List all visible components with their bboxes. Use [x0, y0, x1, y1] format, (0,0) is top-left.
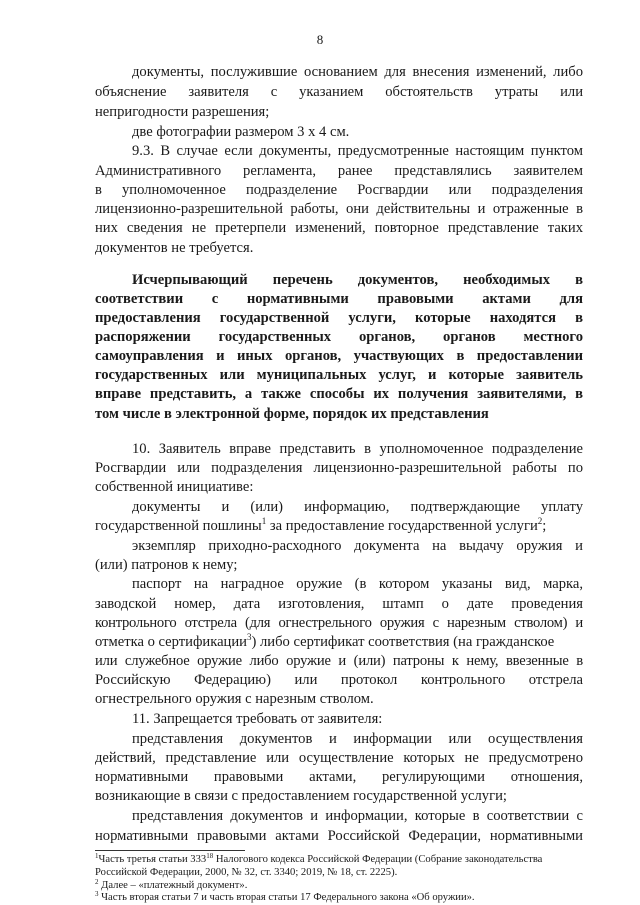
footnote-1: $^1$Часть третья статьи $333^{18}$ Налогового кодекса Российской Федерации (Собрание законодательства [95, 852, 543, 865]
text-line: возникающие в связи с предоставлением государственной услуги; [95, 788, 507, 804]
text-line: экземпляр приходно-расходного документа на выдачу оружия и [132, 538, 583, 554]
text-line: документы и (или) информацию, подтверждающие уплату [132, 499, 583, 515]
text-line: контрольного отстрела (для огнестрельного оружия с нарезным стволом) и [95, 615, 583, 631]
text-line: Административного регламента, ранее представлялись заявителем [95, 163, 583, 179]
text-line: 11. Запрещается требовать от заявителя: [132, 711, 383, 727]
heading-line: соответствии с нормативными правовыми актами для [95, 291, 583, 307]
text-line: них сведения не претерпели изменений, повторное представление таких [95, 220, 583, 236]
heading-line: вправе представить, а также способы их получения заявителями, в [95, 386, 583, 402]
footnote-1-continuation: Российской Федерации, 2000, № 32, ст. 3340; 2019, № 18, ст. 2225). [95, 867, 398, 878]
text-line: или служебное оружие либо оружие и (или) патроны к нему, ввезенные в [95, 653, 583, 669]
text-line: собственной инициативе: [95, 479, 254, 495]
footnote-mark: 2 [537, 516, 543, 526]
text-line: Российскую Федерацию) или протокол контрольного отстрела [95, 672, 583, 688]
footnote-3: $^3$ Часть вторая статьи 7 и часть вторая статьи 17 Федерального закона «Об оружии». [95, 890, 475, 903]
text-line: действий, представление или осуществление которых не предусмотрено [95, 750, 583, 766]
text-line: документов не требуется. [95, 240, 254, 256]
heading-line: предоставления государственной услуги, которые находятся в [95, 310, 583, 326]
heading-line: государственных или муниципальных услуг, и которые заявитель [95, 367, 583, 383]
text-line: непригодности разрешения; [95, 104, 270, 120]
text-line: отметка о сертификации$^3$) либо сертификат соответствия (на гражданское [95, 632, 555, 650]
text-line: огнестрельного оружия с нарезным стволом. [95, 691, 374, 707]
text-line: нормативными правовыми актами Российской Федерации, нормативными [95, 828, 583, 844]
heading-line: Исчерпывающий перечень документов, необходимых в [132, 272, 583, 288]
text-line: две фотографии размером 3 х 4 см. [132, 124, 350, 140]
page-number: 8 [316, 32, 324, 47]
text-line: представления документов и информации, которые в соответствии с [132, 808, 583, 824]
text-line: документы, послужившие основанием для внесения изменений, либо [132, 64, 583, 80]
text-line: представления документов и информации или осуществления [132, 731, 583, 747]
text-line: нормативными правовыми актами, регулирующими отношения, [95, 769, 583, 785]
text-line: в уполномоченное подразделение Росгвардии или подразделения [95, 182, 583, 198]
text-line: 9.3. В случае если документы, предусмотренные настоящим пунктом [132, 143, 583, 159]
text-line: государственной пошлины$^1$ за предоставление государственной услуги$^2$; [95, 516, 547, 534]
text-line: паспорт на наградное оружие (в котором указаны вид, марка, [132, 576, 583, 592]
text-line: (или) патронов к нему; [95, 557, 238, 573]
heading-line: том числе в электронной форме, порядок их представления [95, 406, 489, 422]
text-line: лицензионно-разрешительной работы, они действительны и отраженные в [95, 201, 583, 217]
text-line: объяснение заявителя с указанием обстоятельств утраты или [95, 84, 583, 100]
text-line: заводской номер, дата изготовления, штамп о дате проведения [95, 596, 583, 612]
footnote-2: $^2$ Далее – «платежный документ». [95, 878, 248, 891]
text-line: 10. Заявитель вправе представить в уполномоченное подразделение [132, 441, 583, 457]
footnote-divider [95, 850, 245, 851]
text-line: Росгвардии или подразделения лицензионно-разрешительной работы по [95, 460, 583, 476]
footnote-mark: 1 [261, 516, 267, 526]
heading-line: распоряжении государственных органов, органов местного [95, 329, 583, 345]
heading-line: самоуправления и иных органов, участвующих в предоставлении [95, 348, 583, 364]
footnote-mark: 3 [246, 632, 252, 642]
